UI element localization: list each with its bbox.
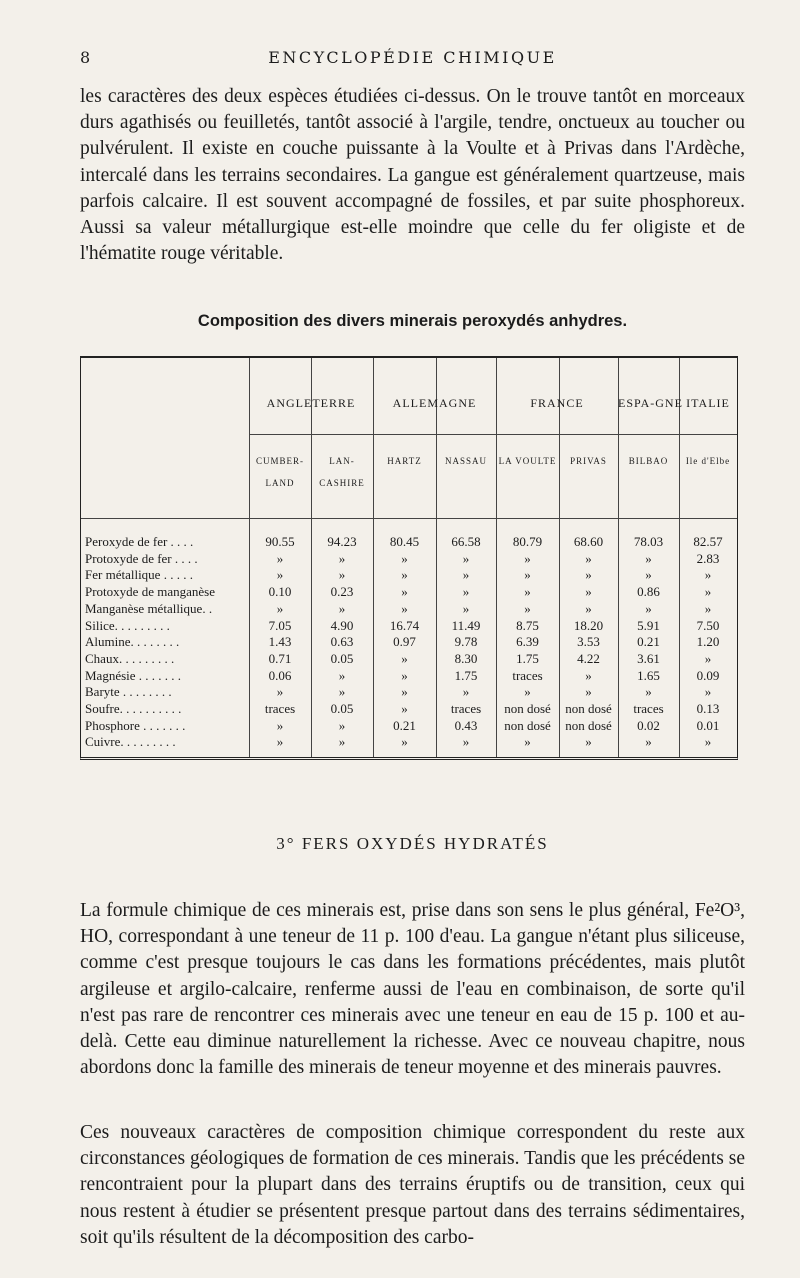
table-cell: non dosé [504,701,551,716]
locality-header: NASSAU [444,456,487,466]
table-cell: 6.39 [516,634,539,650]
table-cell: » [338,567,346,583]
table-cell: » [338,684,346,700]
page-number: 8 [80,48,91,67]
table-cell: 1.75 [516,650,539,666]
table-cell: 0.21 [637,634,660,650]
locality-header: BILBAO [628,456,669,466]
table-cell: non dosé [504,717,551,733]
table-cell: 0.21 [393,717,416,733]
country-header: ALLEMAGNE [392,396,477,410]
table-cell: » [704,734,712,750]
table-cell: 4.22 [577,650,600,666]
table-row-label: Manganèse métallique. . [85,600,213,616]
table-cell: » [276,600,284,616]
table-cell: » [585,567,592,583]
table-cell: 0.01 [696,717,720,733]
table-row-label: Protoxyde de manganèse [85,584,215,600]
table-row-label: Fer métallique . . . . . [85,567,193,583]
table-cell: 0.86 [637,584,660,600]
table-cell: 3.61 [637,650,660,666]
table-cell: 7.50 [696,617,720,633]
table-cell: » [401,600,408,616]
table-cell: » [585,600,592,616]
table-cell: 0.06 [268,667,292,683]
table-cell: » [462,584,470,600]
table-cell: 0.05 [330,701,354,716]
locality-header: LAN-CASHIRE [319,456,365,488]
table-cell: » [524,550,531,566]
table-cell: 82.57 [693,534,723,549]
table-cell: 4.90 [330,617,354,633]
table-cell: » [401,667,408,683]
table-cell: » [276,567,284,583]
table-cell: 0.10 [268,584,292,600]
table-cell: » [704,650,712,666]
country-header: FRANCE [530,396,584,410]
composition-table [80,356,738,760]
table-cell: non dosé [565,701,612,716]
table-cell: 7.05 [268,617,292,633]
table-cell: 3.53 [577,634,600,650]
table-row-label: Magnésie . . . . . . . [85,667,182,683]
table-cell: » [645,567,652,583]
table-cell: 90.55 [265,534,295,549]
intro-paragraph: les caractères des deux espèces étudiées ci-dessus. On le trouve tantôt en morceaux durs agathisés ou feuilletés, tantôt associé à l'argile, tendre, onctueux au toucher ou pulvérulent. Il existe en couche puissante à la Voulte et à Privas dans l'Ardèche, intercalé dans les terrains secondaires. La gangue est généralement quartzeuse, mais parfois calcaire. Il est souvent accompagné de fossiles, et par suite phosphoreux. Aussi sa valeur métallurgique est-elle moindre que celle du fer oligiste et de l'hématite rouge véritable. [80,86,745,265]
table-cell: » [401,650,408,666]
table-row-label: Alumine. . . . . . . . [85,634,180,650]
table-cell: » [401,567,408,583]
table-cell: 5.91 [637,617,660,633]
table-cell: » [401,734,408,750]
table-cell: » [524,734,531,750]
table-cell: 2.83 [696,550,720,566]
table-cell: » [338,734,346,750]
table-row-label: Chaux. . . . . . . . . [85,650,175,666]
formula-paragraph: La formule chimique de ces minerais est, prise dans son sens le plus général, Fe²O³, HO, correspondant à une teneur de 11 p. 100 d'eau. La gangue n'étant plus siliceuse, comme c'est presque toujours le cas dans les formations précédentes, mais plutôt argileuse et argilo-calcaire, renferme aussi de l'eau en combinaison, de sorte qu'il n'est pas rare de rencontrer ces minerais avec une teneur en eau de 15 p. 100 et au-delà. Cette eau diminue naturellement la richesse. Avec ce nouveau chapitre, nous abordons donc la famille des minerais de teneur moyenne et des minerais pauvres. [80,900,745,1079]
table-row-label: Cuivre. . . . . . . . . [85,734,176,750]
table-cell: 0.43 [454,717,478,733]
table-cell: non dosé [565,717,612,733]
table-cell: traces [633,701,664,716]
table-cell: 0.63 [330,634,354,650]
table-cell: 68.60 [573,534,604,549]
table-row-label: Silice. . . . . . . . . [85,617,170,633]
table-cell: » [276,734,284,750]
running-title: ENCYCLOPÉDIE CHIMIQUE [268,48,557,67]
table-cell: » [462,567,470,583]
table-cell: » [524,600,531,616]
table-cell: 78.03 [633,534,664,549]
table-cell: 18.20 [573,617,604,633]
locality-header: CUMBER-LAND [255,456,304,488]
table-cell: 8.75 [516,617,539,633]
table-cell: 80.45 [389,534,420,549]
table-cell: » [645,550,652,566]
table-cell: » [645,684,652,700]
table-cell: » [276,717,284,733]
table-cell: » [524,567,531,583]
table-cell: » [585,667,592,683]
table-cell: traces [264,701,296,716]
table-cell: 11.49 [451,617,481,633]
table-cell: » [524,584,531,600]
table-cell: 0.13 [696,701,720,716]
table-cell: 1.20 [696,634,720,650]
table-cell: 0.23 [330,584,354,600]
table-cell: 66.58 [451,534,481,549]
locality-header: PRIVAS [570,456,607,466]
table-cell: 9.78 [454,634,478,650]
running-header [80,48,745,72]
table-cell: » [585,550,592,566]
table-cell: » [645,600,652,616]
table-cell: 0.05 [330,650,354,666]
composition-paragraph: Ces nouveaux caractères de composition chimique correspondent du reste aux circonstances géologiques de formation de ces minerais. Tandis que les précédents se rencontraient pour la plupart dans des terrains éruptifs ou de transition, ceux qui nous restent à étudier se présentent presque partout dans des terrains sédimentaires, soit qu'ils résultent de la décomposition des carbo- [80,1122,745,1248]
table-cell: 0.71 [268,650,292,666]
table-cell: » [524,684,531,700]
table-cell: 0.97 [393,634,416,650]
table-row-label: Phosphore . . . . . . . [85,717,186,733]
table-cell: » [645,734,652,750]
table-cell: » [276,550,284,566]
table-header-rule [249,434,737,435]
table-cell: » [462,550,470,566]
table-cell: 1.65 [637,667,660,683]
table-cell: » [401,684,408,700]
locality-header: LA VOULTE [498,456,557,466]
table-cell: » [338,667,346,683]
table-cell: » [585,584,592,600]
table-cell: traces [450,701,482,716]
table-cell: 1.75 [454,667,478,683]
locality-header: HARTZ [387,456,422,466]
table-cell: 0.09 [696,667,720,683]
table-cell: 16.74 [389,617,420,633]
table-cell: 94.23 [327,534,357,549]
table-cell: » [401,701,408,716]
table-cell: » [401,550,408,566]
locality-header: Ile d'Elbe [685,456,731,466]
table-cell: » [462,600,470,616]
table-header-rule [81,518,737,519]
section-heading: 3° FERS OXYDÉS HYDRATÉS [276,834,549,853]
table-cell: traces [512,667,543,683]
table-cell: » [704,567,712,583]
table-cell: » [338,717,346,733]
table-cell: 8.30 [454,650,478,666]
table-cell: » [401,584,408,600]
country-header: ITALIE [686,396,730,410]
table-cell: 80.79 [512,534,543,549]
table-cell: 0.02 [637,717,660,733]
table-cell: » [704,584,712,600]
country-header: ANGLETERRE [266,396,356,410]
table-cell: » [276,684,284,700]
table-row-label: Baryte . . . . . . . . [85,684,172,700]
table-row-label: Peroxyde de fer . . . . [85,534,194,549]
table-cell: » [338,550,346,566]
table-row-label: Protoxyde de fer . . . . [85,550,198,566]
table-title: Composition des divers minerais peroxydés anhydres. [197,312,628,330]
table-cell: » [462,734,470,750]
table-cell: » [338,600,346,616]
table-cell: » [585,734,592,750]
table-cell: » [704,684,712,700]
table-row-label: Soufre. . . . . . . . . . [85,701,182,716]
table-cell: » [585,684,592,700]
table-cell: » [462,684,470,700]
table-cell: 1.43 [268,634,292,650]
table-cell: » [704,600,712,616]
country-header: ESPA-GNE [618,396,683,410]
